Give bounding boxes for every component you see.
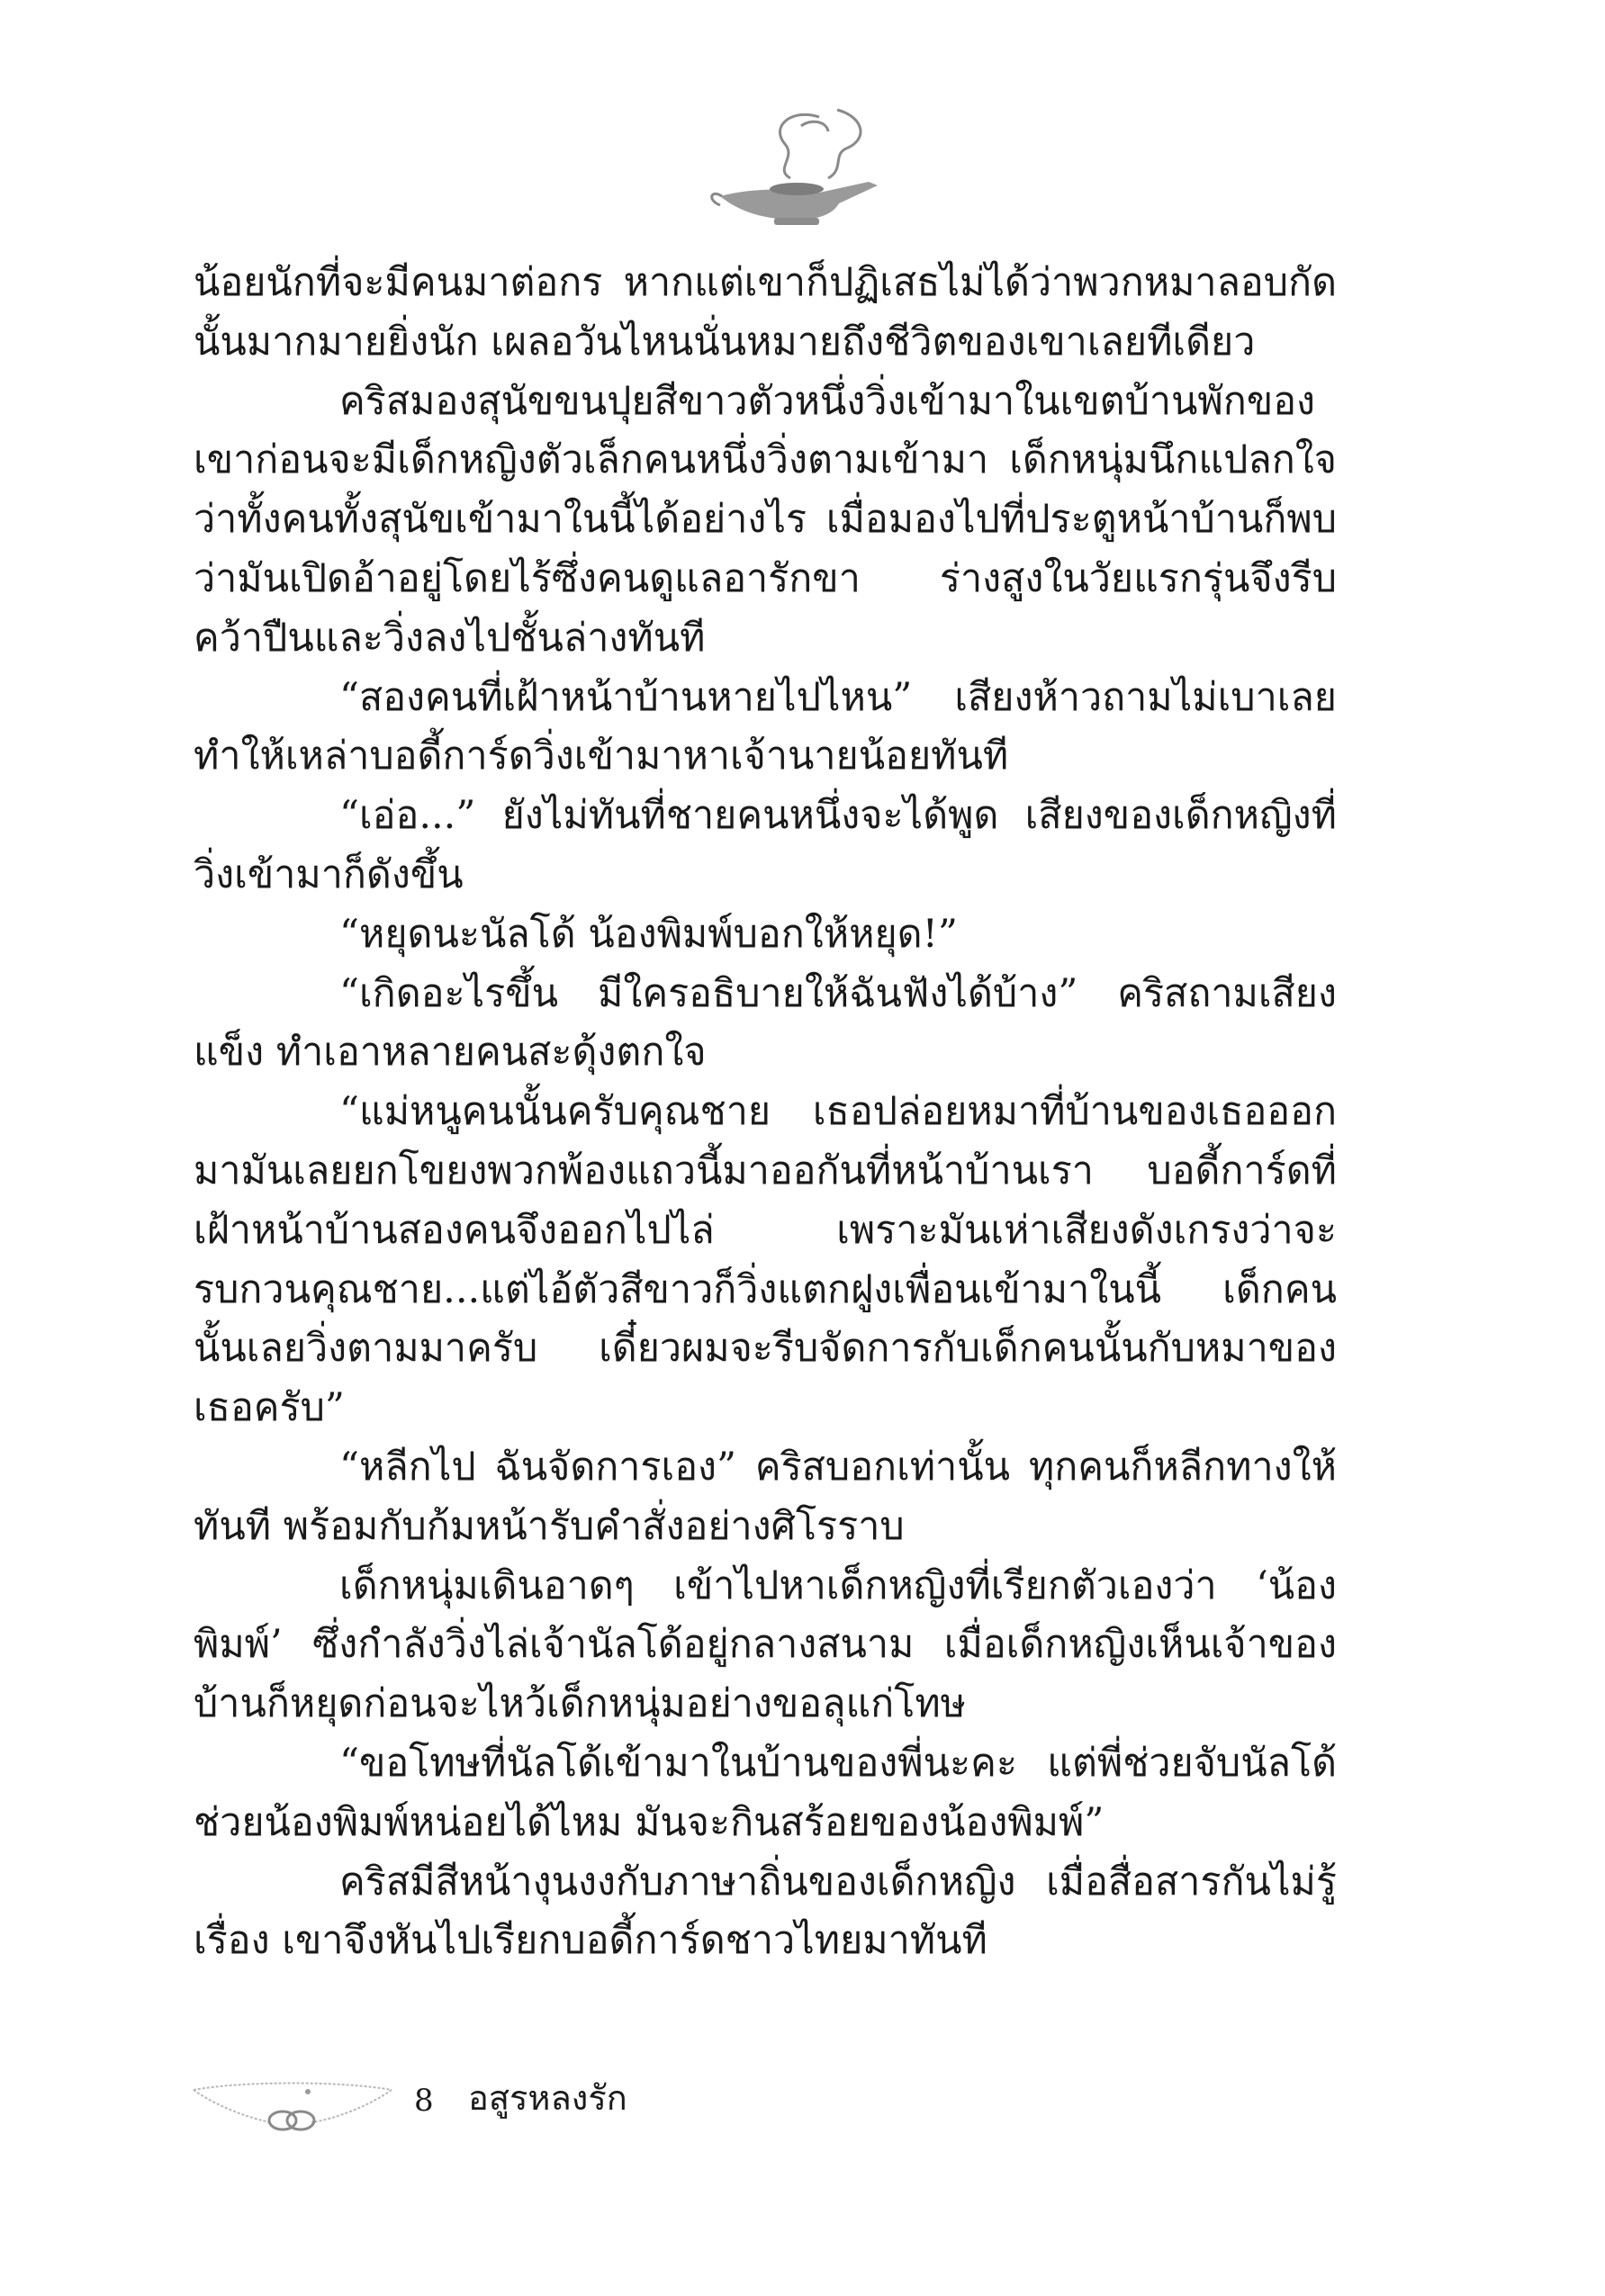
paragraph-10: “ขอโทษที่นัลโด้เข้ามาในบ้านของพี่นะคะ แต่พี่ช่วยจับนัลโด้ช่วยน้องพิมพ์หน่อยได้ไหม มันจะกินสร้อยของน้องพิมพ์” — [194, 1740, 1337, 1845]
paragraph-1: น้อยนักที่จะมีคนมาต่อกร หากแต่เขาก็ปฏิเสธไม่ได้ว่าพวกหมาลอบกัดนั้นมากมายยิ่งนัก เผลอวันไหนนั่นหมายถึงชีวิตของเขาเลยทีเดียว — [194, 260, 1337, 365]
page-footer — [189, 2070, 999, 2142]
paragraph-4: “เอ่อ...” ยังไม่ทันที่ชายคนหนึ่งจะได้พูด เสียงของเด็กหญิงที่วิ่งเข้ามาก็ดังขึ้น — [194, 793, 1337, 897]
genie-lamp-icon — [684, 99, 918, 234]
book-title: อสูรหลงรัก — [468, 2078, 627, 2118]
bracelet-icon — [189, 2070, 396, 2142]
paragraph-11: คริสมีสีหน้างุนงงกับภาษาถิ่นของเด็กหญิง เมื่อสื่อสารกันไม่รู้เรื่อง เขาจึงหันไปเรียกบอดี้การ์ดชาวไทยมาทันที — [194, 1859, 1337, 1964]
page-number: 8 — [414, 2083, 434, 2119]
paragraph-6: “เกิดอะไรขึ้น มีใครอธิบายให้ฉันฟังได้บ้าง” คริสถามเสียงแข็ง ทำเอาหลายคนสะดุ้งตกใจ — [194, 970, 1337, 1076]
paragraph-9: เด็กหนุ่มเดินอาดๆ เข้าไปหาเด็กหญิงที่เรียกตัวเองว่า ‘น้องพิมพ์’ ซึ่งกำลังวิ่งไล่เจ้านัลโด้อยู่กลางสนาม เมื่อเด็กหญิงเห็นเจ้าของบ้านก็หยุดก่อนจะไหว้เด็กหนุ่มอย่างขอลุแก่โทษ — [194, 1562, 1337, 1727]
paragraph-3: “สองคนที่เฝ้าหน้าบ้านหายไปไหน” เสียงห้าวถามไม่เบาเลย ทำให้เหล่าบอดี้การ์ดวิ่งเข้ามาหาเจ้านายน้อยทันที — [194, 674, 1337, 779]
paragraph-5: “หยุดนะนัลโด้ น้องพิมพ์บอกให้หยุด!” — [339, 911, 958, 957]
paragraph-8: “หลีกไป ฉันจัดการเอง” คริสบอกเท่านั้น ทุกคนก็หลีกทางให้ทันที พร้อมกับก้มหน้ารับคำสั่งอย่างศิโรราบ — [194, 1444, 1337, 1549]
paragraph-2: คริสมองสุนัขขนปุยสีขาวตัวหนึ่งวิ่งเข้ามาในเขตบ้านพักของเขาก่อนจะมีเด็กหญิงตัวเล็กคนหนึ่งวิ่งตามเข้ามา เด็กหนุ่มนึกแปลกใจว่าทั้งคนทั้งสุนัขเข้ามาในนี้ได้อย่างไร เมื่อมองไปที่ประตูหน้าบ้านก็พบว่ามันเปิดอ้าอยู่โดยไร้ซึ่งคนดูแลอารักขา ร่างสูงในวัยแรกรุ่นจึงรีบคว้าปืนและวิ่งลงไปชั้นล่างทันที — [194, 378, 1337, 661]
story-text — [194, 254, 1337, 1971]
paragraph-7: “แม่หนูคนนั้นครับคุณชาย เธอปล่อยหมาที่บ้านของเธอออกมามันเลยยกโขยงพวกพ้องแถวนี้มาออกันที่หน้าบ้านเรา บอดี้การ์ดที่เฝ้าหน้าบ้านสองคนจึงออกไปไล่ เพราะมันเห่าเสียงดังเกรงว่าจะรบกวนคุณชาย...แต่ไอ้ตัวสีขาวก็วิ่งแตกฝูงเพื่อนเข้ามาในนี้ เด็กคนนั้นเลยวิ่งตามมาครับ เดี๋ยวผมจะรีบจัดการกับเด็กคนนั้นกับหมาของเธอครับ” — [194, 1089, 1337, 1431]
